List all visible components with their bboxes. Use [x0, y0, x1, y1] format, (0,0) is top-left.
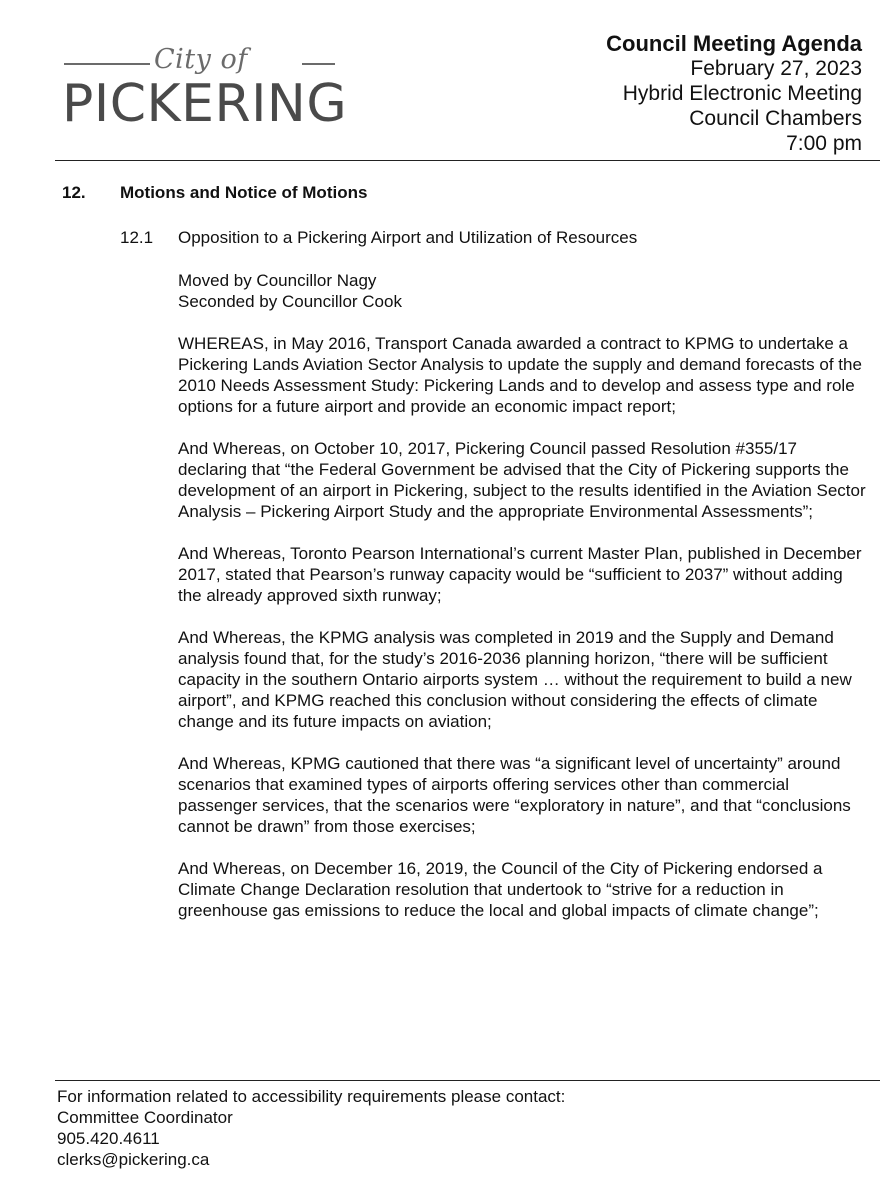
whereas-clause: And Whereas, KPMG cautioned that there was “a significant level of uncertainty” around scenarios that examined types of airports offering services other than commercial passenger services, that the scenarios were “exploratory in nature”, and that “conclusions cannot be drawn” from those exercises;	[178, 754, 851, 836]
footer-email[interactable]: clerks@pickering.ca	[57, 1150, 210, 1169]
meeting-type: Hybrid Electronic Meeting	[622, 82, 862, 105]
section-number: 12.	[62, 183, 86, 202]
seconded-by: Seconded by Councillor Cook	[178, 292, 402, 311]
whereas-clause: And Whereas, the KPMG analysis was completed in 2019 and the Supply and Demand analysis found that, for the study’s 2016-2036 planning horizon, “there will be sufficient capacity in the southern Ontario airports system … without the requirement to build a new airport”, and KPMG reached this conclusion without considering the effects of climate change and its future impacts on aviation;	[178, 628, 852, 731]
motion-movers	[178, 270, 868, 312]
whereas-clause: And Whereas, Toronto Pearson International’s current Master Plan, published in December 2017, stated that Pearson’s runway capacity would be “sufficient to 2037” without adding the already approved sixth runway;	[178, 544, 862, 605]
item-title: Opposition to a Pickering Airport and Utilization of Resources	[178, 228, 638, 247]
whereas-clause: And Whereas, on October 10, 2017, Pickering Council passed Resolution #355/17 declaring that “the Federal Government be advised that the City of Pickering supports the development of an airport in Pickering, subject to the results identified in the Aviation Sector Analysis – Pickering Airport Study and the appropriate Environmental Assessments”;	[178, 439, 866, 521]
agenda-header	[606, 31, 862, 156]
logo-city-of: City of	[154, 44, 248, 75]
agenda-item-heading	[120, 228, 637, 248]
whereas-clause: WHEREAS, in May 2016, Transport Canada awarded a contract to KPMG to undertake a Pickering Lands Aviation Sector Analysis to update the supply and demand forecasts of the 2010 Needs Assessment Study: Pickering Lands and to develop and assess type and role options for a future airport and provide an economic impact report;	[178, 334, 862, 416]
logo-rule-right	[302, 63, 335, 65]
meeting-time: 7:00 pm	[786, 132, 862, 155]
footer-contact-role: Committee Coordinator	[57, 1108, 233, 1127]
accessibility-footer	[57, 1086, 565, 1170]
section-title: Motions and Notice of Motions	[120, 183, 368, 202]
footer-divider	[55, 1080, 880, 1081]
city-logo	[62, 44, 348, 144]
moved-by: Moved by Councillor Nagy	[178, 271, 377, 290]
footer-contact-note: For information related to accessibility requirements please contact:	[57, 1087, 566, 1106]
header-divider	[55, 160, 880, 161]
meeting-location: Council Chambers	[689, 107, 862, 130]
logo-rule-left	[64, 63, 150, 65]
item-number: 12.1	[120, 228, 154, 247]
meeting-date: February 27, 2023	[690, 57, 862, 80]
logo-wordmark: PICKERING	[62, 74, 348, 134]
motion-body	[178, 270, 868, 942]
section-heading	[62, 183, 367, 203]
whereas-clause: And Whereas, on December 16, 2019, the Council of the City of Pickering endorsed a Climate Change Declaration resolution that undertook to “strive for a reduction in greenhouse gas emissions to reduce the local and global impacts of climate change”;	[178, 859, 823, 920]
footer-phone: 905.420.4611	[57, 1129, 160, 1148]
agenda-title: Council Meeting Agenda	[606, 31, 862, 56]
